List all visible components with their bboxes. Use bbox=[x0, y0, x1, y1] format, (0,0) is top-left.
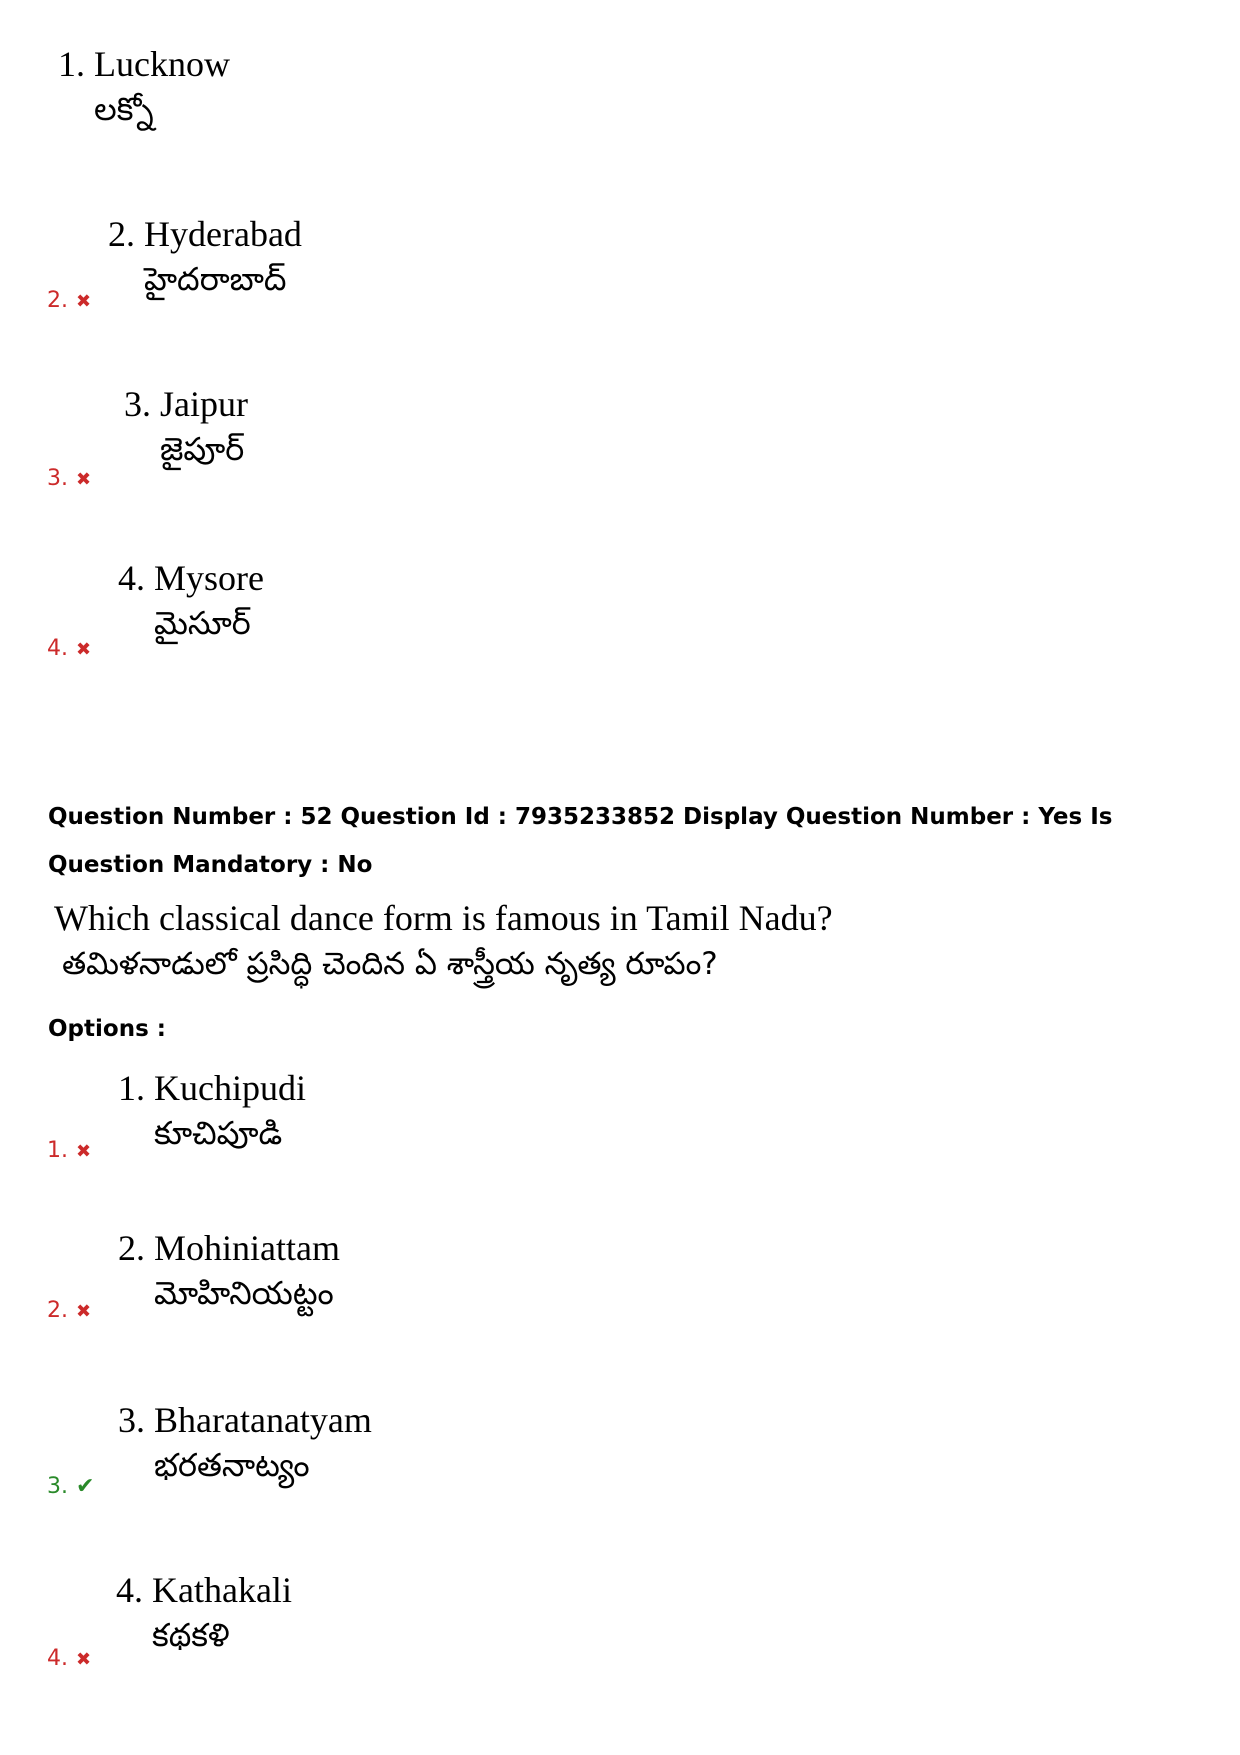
option-telugu: భరతనాట్యం bbox=[154, 1446, 310, 1484]
option-2-marker: 2. ✖ bbox=[47, 1298, 92, 1323]
option-english: 1. Lucknow bbox=[58, 44, 230, 84]
cross-icon: ✖ bbox=[76, 1141, 92, 1162]
option-english: 4. Mysore bbox=[118, 558, 264, 598]
question-meta: Question Number : 52 Question Id : 7935233852 Display Question Number : Yes Is Question Mandatory : No bbox=[48, 804, 1113, 878]
cross-icon: ✖ bbox=[76, 469, 92, 490]
option-telugu: జైపూర్ bbox=[160, 430, 245, 468]
prev-option-3 bbox=[124, 382, 248, 472]
option-1-marker: 1. ✖ bbox=[47, 1138, 92, 1163]
options-label: Options : bbox=[48, 1016, 166, 1042]
prev-option-4 bbox=[118, 556, 264, 646]
option-english: 1. Kuchipudi bbox=[118, 1068, 306, 1108]
prev-option-2-marker: 2. ✖ bbox=[47, 288, 92, 313]
question-text bbox=[54, 895, 833, 987]
option-telugu: హైదరాబాద్ bbox=[144, 260, 287, 298]
option-telugu: మోహినియట్టం bbox=[154, 1274, 334, 1312]
question-english: Which classical dance form is famous in Tamil Nadu? bbox=[54, 898, 833, 938]
cross-icon: ✖ bbox=[76, 1301, 92, 1322]
option-3 bbox=[118, 1398, 372, 1488]
check-icon: ✔ bbox=[76, 1474, 95, 1499]
option-2 bbox=[118, 1226, 340, 1316]
option-telugu: మైసూర్ bbox=[154, 604, 251, 642]
prev-option-1 bbox=[58, 42, 230, 132]
option-telugu: కూచిపూడి bbox=[154, 1114, 283, 1152]
cross-icon: ✖ bbox=[76, 291, 92, 312]
option-3-marker: 3. ✔ bbox=[47, 1474, 95, 1499]
cross-icon: ✖ bbox=[76, 639, 92, 660]
option-english: 2. Mohiniattam bbox=[118, 1228, 340, 1268]
option-1 bbox=[118, 1066, 306, 1156]
question-telugu: తమిళనాడులో ప్రసిద్ధి చెందిన ఏ శాస్త్రీయ నృత్య రూపం? bbox=[62, 946, 718, 982]
option-english: 3. Bharatanatyam bbox=[118, 1400, 372, 1440]
option-telugu: లక్నో bbox=[94, 90, 154, 128]
option-telugu: కథకళి bbox=[152, 1616, 230, 1654]
prev-option-2 bbox=[108, 212, 302, 302]
option-english: 2. Hyderabad bbox=[108, 214, 302, 254]
prev-option-4-marker: 4. ✖ bbox=[47, 636, 92, 661]
option-english: 3. Jaipur bbox=[124, 384, 248, 424]
cross-icon: ✖ bbox=[76, 1649, 92, 1670]
option-english: 4. Kathakali bbox=[116, 1570, 292, 1610]
option-4-marker: 4. ✖ bbox=[47, 1646, 92, 1671]
option-4 bbox=[116, 1568, 292, 1658]
prev-option-3-marker: 3. ✖ bbox=[47, 466, 92, 491]
